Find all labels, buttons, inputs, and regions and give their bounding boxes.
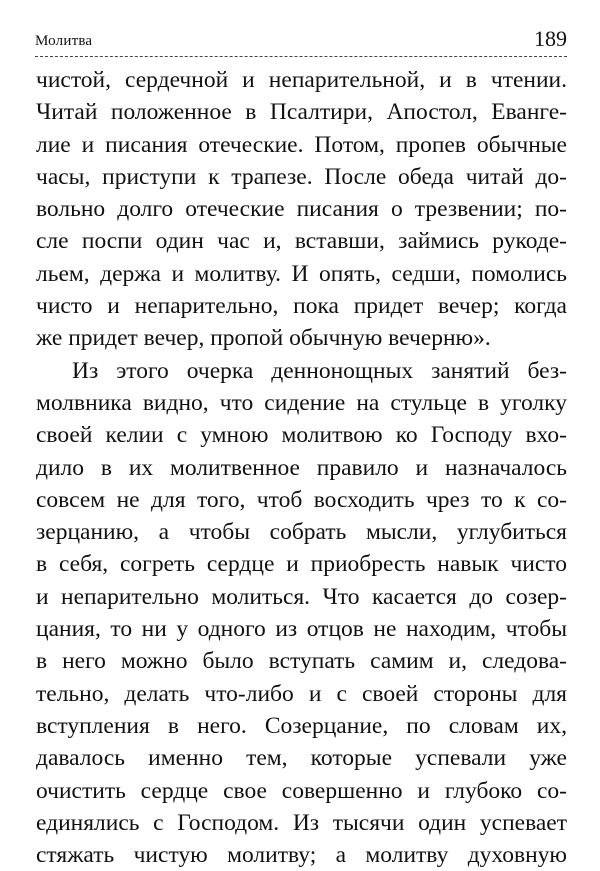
text-line: зерцанию, а чтобы собрать мысли, углубиться — [36, 519, 567, 546]
text-line: давалось именно тем, которые успевали уже — [36, 745, 567, 772]
text-line: льем, держа и молитву. И опять, седши, помолись — [36, 260, 567, 287]
text-line: молвника видно, что сидение на стульце в уголку — [36, 389, 567, 416]
text-line: совсем не для того, чтоб восходить чрез то к со- — [36, 486, 567, 513]
header-divider — [35, 56, 567, 57]
body-text — [36, 64, 567, 871]
text-line: же придет вечер, пропой обычную вечерню». — [36, 325, 491, 352]
text-line: сле поспи один час и, вставши, займись рукоде- — [36, 228, 567, 255]
running-title: Молитва — [35, 33, 93, 49]
text-line: часы, приступи к трапезе. После обеда читай до- — [36, 163, 567, 190]
text-line: своей келии с умною молитвою ко Господу вхо- — [36, 422, 567, 449]
text-line: лие и писания отеческие. Потом, пропев обычные — [36, 131, 567, 158]
text-line: очистить сердце свое совершенно и глубоко со- — [36, 777, 567, 804]
page-header — [35, 24, 567, 54]
text-line: Из этого очерка деннонощных занятий без- — [72, 357, 567, 384]
text-line: вступления в него. Созерцание, по словам их, — [36, 712, 567, 739]
text-line: Читай положенное в Псалтири, Апостол, Еванге- — [36, 99, 567, 126]
paragraph — [36, 64, 567, 355]
text-line: чистой, сердечной и непарительной, и в чтении. — [36, 67, 567, 93]
text-line: стяжать чистую молитву; а молитву духовную — [36, 842, 567, 869]
text-line: в себя, согреть сердце и приобресть навык чисто — [36, 551, 567, 578]
text-line: цания, то ни у одного из отцов не находим, чтобы — [36, 616, 567, 643]
text-line: и непарительно молиться. Что касается до созер- — [36, 583, 567, 610]
text-line: единялись с Господом. Из тысячи один успевает — [36, 809, 567, 836]
text-line: вольно долго отеческие писания о трезвении; по- — [36, 196, 567, 223]
text-line: тельно, делать что-либо и с своей стороны для — [36, 680, 567, 707]
page-number: 189 — [534, 26, 567, 51]
paragraph — [36, 355, 567, 871]
text-line: дило в их молитвенное правило и назначалось — [36, 454, 567, 481]
text-line: в него можно было вступать самим и, следова- — [36, 648, 567, 675]
text-line: чисто и непарительно, пока придет вечер; когда — [36, 293, 567, 320]
